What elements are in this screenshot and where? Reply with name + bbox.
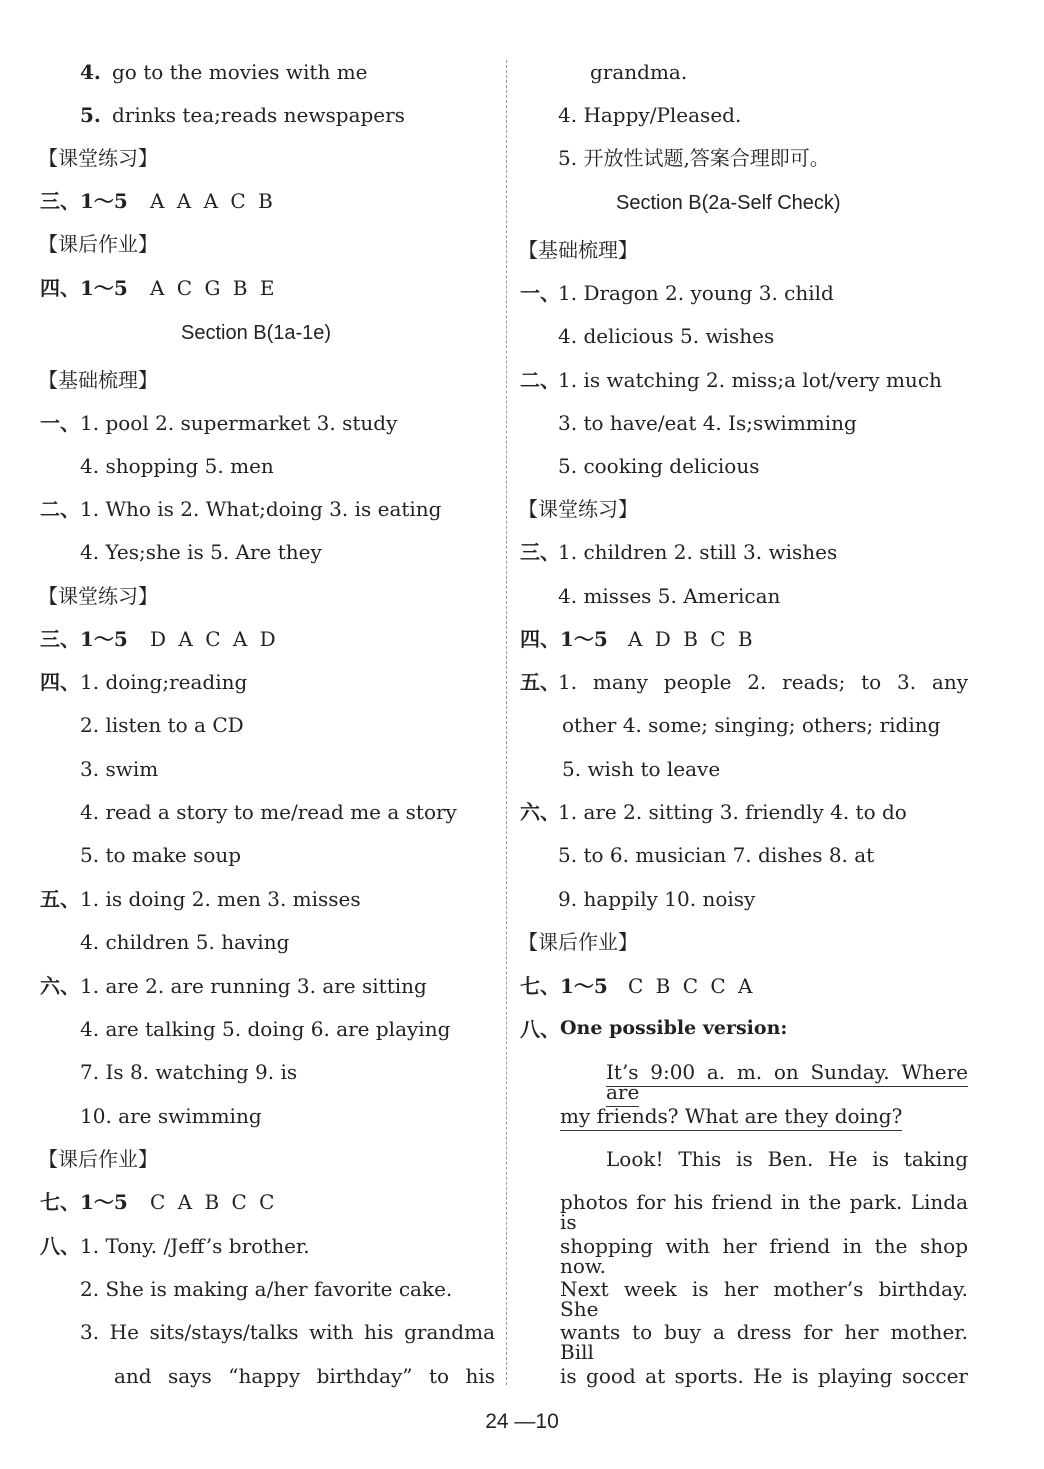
section-heading-jichu: 【基础梳理】: [38, 368, 158, 392]
essay-text: my friends? What are they doing?: [560, 1104, 902, 1131]
answer-line: 4. shopping 5. men: [80, 454, 274, 478]
answer-line: 5. wish to leave: [562, 757, 721, 781]
section-heading-ketang: 【课堂练习】: [518, 497, 638, 521]
essay-text: It’s 9:00 a. m. on Sunday. Where are: [606, 1060, 968, 1107]
answer-line: 1. are 2. are running 3. are sitting: [80, 974, 427, 998]
section-heading-kehou: 【课后作业】: [38, 232, 158, 256]
essay-line-underlined: [606, 1062, 968, 1102]
answer-line: 1. is doing 2. men 3. misses: [80, 887, 361, 911]
answer-line: 1. Tony. /Jeff’s brother.: [80, 1234, 310, 1258]
answer-line: 2. She is making a/her favorite cake.: [80, 1277, 453, 1301]
question-label: 四、1～5: [40, 276, 128, 300]
answer-line: 3. He sits/stays/talks with his grandma: [80, 1320, 495, 1344]
answer-text: drinks tea;reads newspapers: [112, 103, 405, 127]
answer-line: 4. misses 5. American: [558, 584, 781, 608]
essay-line: shopping with her friend in the shop now.: [560, 1234, 968, 1278]
answer-line: 4. children 5. having: [80, 930, 290, 954]
item-number: 4.: [80, 60, 101, 84]
answer-line: 5. cooking delicious: [558, 454, 760, 478]
section-heading-ketang: 【课堂练习】: [38, 146, 158, 170]
answer-line: 10. are swimming: [80, 1104, 262, 1128]
question-label: 二、: [520, 368, 560, 392]
question-label: 五、: [520, 670, 560, 694]
answer-line: 5. to make soup: [80, 843, 242, 867]
essay-heading: One possible version:: [560, 1017, 788, 1039]
question-label: 八、: [520, 1017, 560, 1041]
question-label: 三、1～5: [40, 189, 128, 213]
answer-line: 2. listen to a CD: [80, 713, 244, 737]
answer-line: 4. read a story to me/read me a story: [80, 800, 457, 824]
answer-line: 4. are talking 5. doing 6. are playing: [80, 1017, 451, 1041]
answer-line: 9. happily 10. noisy: [558, 887, 756, 911]
question-label: 六、: [520, 800, 560, 824]
section-heading-jichu: 【基础梳理】: [518, 238, 638, 262]
section-heading-ketang: 【课堂练习】: [38, 584, 158, 608]
question-label: 二、: [40, 497, 80, 521]
answer-line: 4. delicious 5. wishes: [558, 324, 775, 348]
answer-line: 7. Is 8. watching 9. is: [80, 1060, 298, 1084]
answer-line: 5. 开放性试题,答案合理即可。: [558, 146, 830, 170]
answer-text: C A B C C: [150, 1190, 278, 1214]
column-divider: [506, 60, 507, 1385]
answer-line: other 4. some; singing; others; riding: [562, 713, 941, 737]
question-label: 八、: [40, 1234, 80, 1258]
question-label: 一、: [40, 411, 80, 435]
answer-text: grandma.: [590, 60, 688, 84]
answer-line: 1. many people 2. reads; to 3. any: [558, 670, 968, 694]
item-number: 5.: [80, 103, 101, 127]
question-label: 六、: [40, 974, 80, 998]
essay-line-underlined: [560, 1106, 902, 1126]
question-label: 五、: [40, 887, 80, 911]
answer-text: A C G B E: [150, 276, 278, 300]
essay-line: Next week is her mother’s birthday. She: [560, 1277, 968, 1321]
question-label: 四、: [40, 670, 80, 694]
answer-line: 1. Who is 2. What;doing 3. is eating: [80, 497, 442, 521]
answer-line: 1. Dragon 2. young 3. child: [558, 281, 834, 305]
essay-line: wants to buy a dress for her mother. Bill: [560, 1320, 968, 1364]
question-label: 七、1～5: [520, 974, 608, 998]
section-title: Section B(1a-1e): [181, 322, 332, 344]
question-label: 三、: [520, 540, 560, 564]
answer-text: C B C C A: [628, 974, 756, 998]
answer-text: go to the movies with me: [112, 60, 368, 84]
essay-line: photos for his friend in the park. Linda is: [560, 1190, 968, 1234]
answer-line: and says “happy birthday” to his: [114, 1364, 495, 1388]
answer-line: 1. is watching 2. miss;a lot/very much: [558, 368, 942, 392]
question-label: 三、1～5: [40, 627, 128, 651]
answer-line: 5. to 6. musician 7. dishes 8. at: [558, 843, 875, 867]
question-label: 一、: [520, 281, 560, 305]
answer-line: 4. Happy/Pleased.: [558, 103, 742, 127]
answer-line: 1. pool 2. supermarket 3. study: [80, 411, 398, 435]
answer-text: A A A C B: [150, 189, 276, 213]
question-label: 四、1～5: [520, 627, 608, 651]
answer-line: 3. to have/eat 4. Is;swimming: [558, 411, 857, 435]
answer-line: 1. children 2. still 3. wishes: [558, 540, 838, 564]
answer-line: 1. doing;reading: [80, 670, 248, 694]
page-number: 24 —10: [485, 1410, 559, 1433]
answer-line: 3. swim: [80, 757, 159, 781]
section-heading-kehou: 【课后作业】: [518, 930, 638, 954]
essay-line: is good at sports. He is playing soccer: [560, 1364, 968, 1388]
answer-line: 4. Yes;she is 5. Are they: [80, 540, 322, 564]
essay-line: Look! This is Ben. He is taking: [606, 1147, 968, 1171]
answer-text: D A C A D: [150, 627, 279, 651]
answer-text: A D B C B: [628, 627, 756, 651]
answer-line: 1. are 2. sitting 3. friendly 4. to do: [558, 800, 907, 824]
question-label: 七、1～5: [40, 1190, 128, 1214]
section-title: Section B(2a-Self Check): [616, 192, 841, 214]
section-heading-kehou: 【课后作业】: [38, 1147, 158, 1171]
